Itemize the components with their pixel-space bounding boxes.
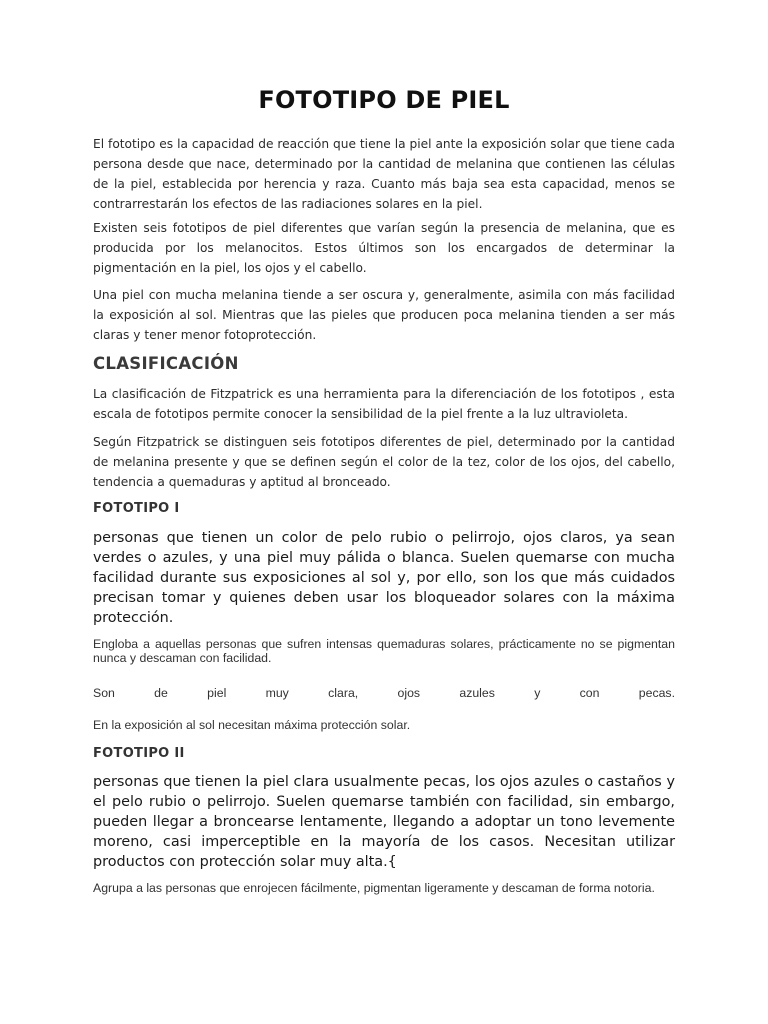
fototipo-1-description: personas que tienen un color de pelo rubio o pelirrojo, ojos claros, ya sean verdes o azules, y una piel muy pálida o blanca. Suelen quemarse con mucha facilidad durante sus exposiciones al sol y, por ello, son los que más cuidados precisan tomar y quienes deben usar los bloqueador solares con la máxima protección. [93,530,675,626]
page-title: FOTOTIPO DE PIEL [258,86,510,114]
fototipo-2-heading: FOTOTIPO II [93,746,185,761]
fototipo-1-heading: FOTOTIPO I [93,501,180,516]
intro-paragraph-2: Existen seis fototipos de piel diferentes que varían según la presencia de melanina, que es producida por los melanocitos. Estos últimos son los encargados de determinar la pigmentación en la piel, los ojos y el cabello. [93,221,675,275]
fototipo-2-description: personas que tienen la piel clara usualmente pecas, los ojos azules o castaños y el pelo rubio o pelirrojo. Suelen quemarse también con facilidad, sin embargo, pueden llegar a broncearse lentamente, llegando a adoptar un tono levemente moreno, casi imperceptible en la mayoría de los casos. Necesitan utilizar productos con protección solar muy alta.{ [93,774,675,870]
fototipo-1-note-2: Son de piel muy clara, ojos azules y con pecas. [93,686,675,700]
intro-paragraph-1: El fototipo es la capacidad de reacción que tiene la piel ante la exposición solar que tiene cada persona desde que nace, determinado por la cantidad de melanina que contienen las células de la piel, establecida por herencia y raza. Cuanto más baja sea esta capacidad, menos se contrarrestarán los efectos de las radiaciones solares en la piel. [93,137,675,211]
classification-paragraph-2: Según Fitzpatrick se distinguen seis fototipos diferentes de piel, determinado por la cantidad de melanina presente y que se definen según el color de la tez, color de los ojos, del cabello, tendencia a quemaduras y aptitud al bronceado. [93,435,675,489]
classification-paragraph-1: La clasificación de Fitzpatrick es una herramienta para la diferenciación de los fototipos , esta escala de fototipos permite conocer la sensibilidad de la piel frente a la luz ultravioleta. [93,387,675,421]
intro-paragraph-3: Una piel con mucha melanina tiende a ser oscura y, generalmente, asimila con más facilidad la exposición al sol. Mientras que las pieles que producen poca melanina tienden a ser más claras y tener menor fotoprotección. [93,288,675,342]
fototipo-1-note-3: En la exposición al sol necesitan máxima protección solar. [93,718,411,732]
classification-heading: CLASIFICACIÓN [93,354,239,373]
fototipo-1-note-1: Engloba a aquellas personas que sufren intensas quemaduras solares, prácticamente no se pigmentan nunca y descaman con facilidad. [93,637,675,665]
fototipo-2-note-1: Agrupa a las personas que enrojecen fácilmente, pigmentan ligeramente y descaman de forma notoria. [93,881,655,895]
